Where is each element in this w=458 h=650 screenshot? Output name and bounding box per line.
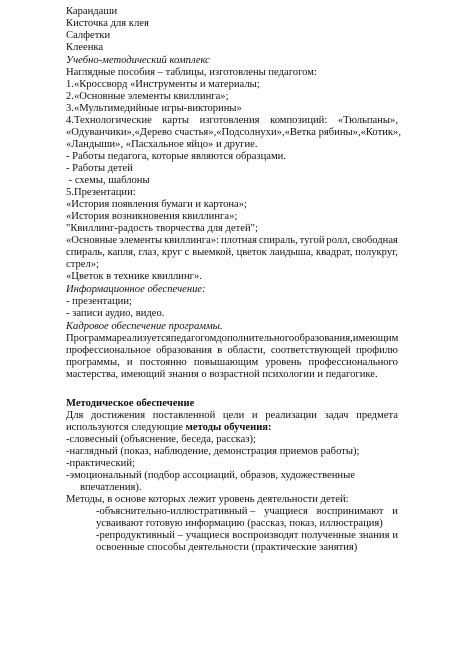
presentation-quilling-joy: "Квиллинг-радость творчества для детей"; bbox=[66, 223, 258, 234]
info-support-item: - презентации; bbox=[66, 296, 132, 307]
presentations-heading: 5.Презентации: bbox=[66, 187, 136, 198]
word: и bbox=[392, 506, 398, 517]
item-basic-elements: 2.«Основные элементы квиллинга»; bbox=[66, 91, 229, 102]
methods-intro-text: используются следующие bbox=[66, 422, 186, 433]
method-reproductive-line-1 bbox=[96, 530, 398, 542]
word: реализуется bbox=[116, 333, 171, 344]
method-practical: -практический; bbox=[66, 458, 135, 469]
word: спираль, bbox=[66, 247, 105, 258]
word: поставленной bbox=[152, 410, 216, 421]
word: квиллинга»: bbox=[164, 235, 220, 246]
word: достижения bbox=[91, 410, 146, 421]
visual-aids-intro: Наглядные пособия – таблицы, изготовлены педагогом: bbox=[66, 67, 317, 78]
word: изготовления bbox=[199, 115, 260, 126]
info-support-heading: Информационное обеспечение: bbox=[66, 284, 206, 295]
methods-heading: Методическое обеспечение bbox=[66, 398, 195, 409]
presentation-elements-line-2 bbox=[66, 247, 398, 259]
works-teacher: - Работы педагога, которые являются образцами. bbox=[66, 151, 286, 162]
word: программы, bbox=[66, 357, 120, 368]
word: соответствующей bbox=[270, 345, 351, 356]
word: и bbox=[251, 410, 258, 421]
word: профессионального bbox=[308, 357, 398, 368]
activity-methods-intro: Методы, в основе которых лежит уровень деятельности детей: bbox=[66, 494, 349, 505]
staff-line-4: мастерства, имеющий знания о возрастной психологии и педагогике. bbox=[66, 369, 378, 380]
word: воспроизводят bbox=[232, 530, 299, 541]
word: спираль, bbox=[258, 235, 298, 246]
word: полученные bbox=[301, 530, 356, 541]
word: педагогом bbox=[170, 333, 217, 344]
material-pencils: Карандаши bbox=[66, 6, 118, 17]
word: образования bbox=[156, 345, 212, 356]
info-support-item: - записи аудио, видео. bbox=[66, 308, 165, 319]
word: постоянно bbox=[139, 357, 187, 368]
word: профилю bbox=[355, 345, 398, 356]
word: «Одуванчики», bbox=[66, 127, 135, 138]
staff-line-3 bbox=[66, 357, 398, 369]
word: композиций: bbox=[270, 115, 328, 126]
word: 4.Технологические bbox=[66, 115, 152, 126]
word: Для bbox=[66, 410, 84, 421]
word: знания bbox=[358, 530, 390, 541]
word: реализации bbox=[265, 410, 317, 421]
staff-line-1 bbox=[66, 333, 398, 345]
word: профессиональное bbox=[66, 345, 151, 356]
word: дополнительного bbox=[216, 333, 295, 344]
item-crossword: 1.«Кроссворд «Инструменты и материалы; bbox=[66, 79, 260, 90]
works-children: - Работы детей bbox=[66, 163, 133, 174]
word: образования, bbox=[294, 333, 353, 344]
presentation-paper-history: «История появления бумаги и картона»; bbox=[66, 199, 247, 210]
word: учащиеся bbox=[185, 530, 230, 541]
word: выемкой, bbox=[192, 247, 234, 258]
method-explanatory-line-2: усваивают готовую информацию (рассказ, показ, иллюстрация) bbox=[96, 518, 383, 529]
method-reproductive-line-2: освоенные способы деятельности (практические занятия) bbox=[96, 542, 358, 553]
word: тугой bbox=[299, 235, 325, 246]
methods-intro-bold: методы обучения: bbox=[185, 422, 272, 433]
umk-heading: Учебно-методический комплекс bbox=[66, 55, 210, 66]
word: имеющим bbox=[352, 333, 399, 344]
word: -объяснительно-иллюстративный – bbox=[96, 506, 256, 517]
method-verbal: -словесный (объяснение, беседа, рассказ); bbox=[66, 434, 256, 445]
method-emotional-cont: впечатления). bbox=[80, 482, 142, 493]
methods-intro-line-1 bbox=[66, 410, 398, 422]
staff-line-2 bbox=[66, 345, 398, 357]
word: круг bbox=[161, 247, 182, 258]
word: глаз, bbox=[138, 247, 160, 258]
word: учащиеся bbox=[264, 506, 308, 517]
presentation-flower: «Цветок в технике квиллинг». bbox=[66, 271, 202, 282]
word: ландыша, bbox=[269, 247, 314, 258]
word: Программа bbox=[66, 333, 117, 344]
presentation-quilling-history: «История возникновения квиллинга»; bbox=[66, 211, 238, 222]
material-napkins: Салфетки bbox=[66, 30, 111, 41]
word: в bbox=[217, 345, 223, 356]
method-explanatory-line-1 bbox=[96, 506, 398, 518]
word: и bbox=[126, 357, 133, 368]
word: полукруг, bbox=[355, 247, 398, 258]
word: капля, bbox=[107, 247, 136, 258]
word: «Дерево счастья», bbox=[134, 127, 217, 138]
word: элементы bbox=[119, 235, 163, 246]
word: уровень bbox=[265, 357, 302, 368]
methods-intro-line-2 bbox=[66, 422, 272, 434]
method-visual: -наглядный (показ, наблюдение, демонстрация приемов работы); bbox=[66, 446, 360, 457]
material-glue-brush: Кисточка для клея bbox=[66, 18, 149, 29]
word: воспринимают bbox=[316, 506, 384, 517]
word: свободная bbox=[351, 235, 398, 246]
word: задач bbox=[324, 410, 349, 421]
presentation-elements-line-3: стрел»; bbox=[66, 259, 99, 270]
word: повышающим bbox=[193, 357, 259, 368]
schemes-templates: - схемы, шаблоны bbox=[66, 175, 150, 186]
word: «Основные bbox=[66, 235, 118, 246]
word: «Подсолнухи», bbox=[216, 127, 285, 138]
word: цветок bbox=[236, 247, 267, 258]
method-emotional: -эмоциональный (подбор ассоциаций, образов, художественные bbox=[66, 470, 355, 481]
word: области, bbox=[227, 345, 266, 356]
staff-heading: Кадровое обеспечение программы. bbox=[66, 321, 223, 332]
material-oilcloth: Клеенка bbox=[66, 42, 104, 53]
word: с bbox=[184, 247, 190, 258]
item-multimedia-games: 3.«Мультимедийные игры-викторины» bbox=[66, 103, 242, 114]
word: плотная bbox=[220, 235, 257, 246]
word: карты bbox=[162, 115, 189, 126]
item-tech-cards-line-1 bbox=[66, 115, 398, 127]
item-tech-cards-line-3: «Ландыши», «Пасхальное яйцо» и другие. bbox=[66, 139, 258, 150]
word: и bbox=[392, 530, 398, 541]
word: предмета bbox=[356, 410, 398, 421]
presentation-elements-line-1 bbox=[66, 235, 398, 247]
word: «Котик», bbox=[360, 127, 401, 138]
word: «Тюльпаны», bbox=[337, 115, 398, 126]
word: -репродуктивный – bbox=[96, 530, 183, 541]
word: ролл, bbox=[326, 235, 351, 246]
word: квадрат, bbox=[316, 247, 353, 258]
word: цели bbox=[222, 410, 245, 421]
word: «Ветка рябины», bbox=[284, 127, 361, 138]
item-tech-cards-line-2 bbox=[66, 127, 401, 139]
